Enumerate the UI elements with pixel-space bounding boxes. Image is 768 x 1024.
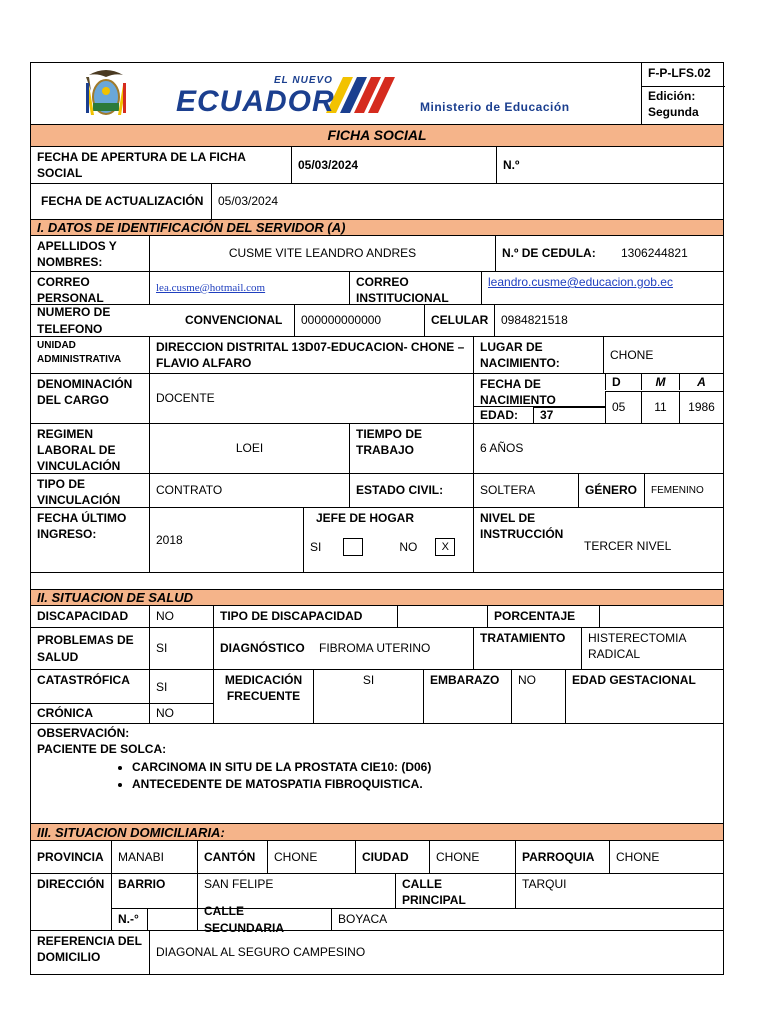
celular-label: CELULAR — [424, 305, 494, 336]
unidad-row — [30, 337, 724, 374]
edad-gestacional-label: EDAD GESTACIONAL — [565, 670, 723, 724]
genero-value: FEMENINO — [644, 474, 723, 507]
cronica-row — [30, 704, 724, 724]
ficha-social-form — [30, 62, 724, 975]
lugar-nacimiento-label: LUGAR DE NACIMIENTO: — [473, 337, 603, 373]
cedula-value: 1306244821 — [621, 246, 688, 261]
provincia-value: MANABI — [111, 841, 197, 873]
catastrofica-label: CATASTRÓFICA — [37, 673, 130, 687]
medicacion-label: MEDICACIÓN FRECUENTE — [213, 670, 313, 724]
telefono-label: NUMERO DE TELEFONO — [37, 305, 111, 336]
cronica-label: CRÓNICA — [37, 706, 93, 721]
tiempo-label: TIEMPO DE TRABAJO — [349, 424, 473, 473]
referencia-value: DIAGONAL AL SEGURO CAMPESINO — [149, 931, 723, 974]
nivel-label: NIVEL DE INSTRUCCIÓN — [473, 508, 578, 572]
catastrofica-row — [30, 670, 724, 704]
problemas-value: SI — [149, 628, 213, 669]
correo-personal-label: CORREO PERSONAL — [37, 275, 104, 306]
tratamiento-value: HISTERECTOMIA RADICAL — [581, 628, 723, 669]
doc-code-box — [641, 63, 725, 124]
header-logo-area — [31, 63, 641, 124]
title-row — [30, 125, 724, 147]
porcentaje-value — [599, 606, 723, 627]
barrio-row — [30, 874, 724, 909]
nivel-value: TERCER NIVEL — [584, 538, 672, 553]
problemas-row — [30, 628, 724, 670]
barrio-label: BARRIO — [111, 874, 197, 908]
cargo-row — [30, 374, 724, 424]
form-title: FICHA SOCIAL — [31, 125, 723, 146]
provincia-row — [30, 841, 724, 874]
diagnostico-value: FIBROMA UTERINO — [319, 641, 431, 656]
jefe-hogar-cell — [303, 508, 473, 572]
nombres-label: APELLIDOS Y NOMBRES: — [37, 239, 117, 270]
parroquia-label: PARROQUIA — [515, 841, 609, 873]
regimen-label: REGIMEN LABORAL DE VINCULACIÓN — [37, 427, 121, 474]
calle-secundaria-value: BOYACA — [331, 909, 723, 930]
header-row — [30, 62, 724, 125]
direccion-label: DIRECCIÓN — [37, 877, 105, 891]
telefono-row — [30, 305, 724, 337]
medicacion-value: SI — [313, 670, 423, 724]
brand-nuevo-text: EL NUEVO — [274, 75, 333, 86]
cargo-label: DENOMINACIÓN DEL CARGO — [37, 377, 133, 408]
referencia-label: REFERENCIA DEL DOMICILIO — [37, 934, 142, 965]
tipo-discapacidad-label: TIPO DE DISCAPACIDAD — [213, 606, 397, 627]
brand-ecuador-text: ECUADOR — [176, 85, 335, 118]
section-1-header — [30, 220, 724, 236]
apertura-row — [30, 147, 724, 184]
cedula-label: N.º DE CEDULA: — [495, 236, 615, 271]
tiempo-value: 6 AÑOS — [473, 424, 723, 473]
calle-secundaria-row — [30, 904, 724, 935]
apertura-number-label: N.º — [496, 147, 723, 183]
ciudad-value: CHONE — [429, 841, 515, 873]
problemas-label: PROBLEMAS DE SALUD — [37, 633, 134, 664]
actualizacion-value: 05/03/2024 — [211, 184, 723, 219]
section-2-header — [30, 590, 724, 606]
regimen-row — [30, 424, 724, 474]
catastrofica-value: SI — [149, 670, 213, 704]
nombres-row — [30, 236, 724, 272]
jefe-no-checkbox[interactable]: X — [435, 538, 455, 556]
convencional-label: CONVENCIONAL — [185, 313, 283, 328]
section-3-header — [30, 824, 724, 841]
ecuador-coat-of-arms-icon — [31, 63, 641, 125]
ciudad-label: CIUDAD — [355, 841, 429, 873]
actualizacion-label: FECHA DE ACTUALIZACIÓN — [41, 194, 204, 209]
nombres-value: CUSME VITE LEANDRO ANDRES — [149, 236, 495, 271]
correo-personal-value[interactable]: lea.cusme@hotmail.com — [149, 272, 349, 304]
tipo-vinculacion-label: TIPO DE VINCULACIÓN — [37, 477, 121, 508]
cargo-value: DOCENTE — [149, 374, 473, 423]
edad-label: EDAD: — [473, 407, 533, 423]
dia-value: 05 — [605, 391, 641, 423]
edition-value: Segunda — [648, 104, 699, 119]
apertura-label: FECHA DE APERTURA DE LA FICHA SOCIAL — [37, 149, 246, 180]
observacion-row — [30, 724, 724, 824]
jefe-si-label: SI — [310, 540, 322, 555]
correo-institucional-value[interactable]: leandro.cusme@educacion.gob.ec — [481, 272, 723, 304]
numero-value — [147, 909, 197, 930]
observacion-item: • ANTECEDENTE DE MATOSPATIA FIBROQUISTICA. — [132, 776, 717, 792]
discapacidad-label: DISCAPACIDAD — [37, 609, 129, 624]
jefe-no-label: NO — [399, 540, 418, 555]
barrio-value: SAN FELIPE — [197, 874, 395, 908]
tipo-row — [30, 474, 724, 508]
calle-secundaria-label: CALLE SECUNDARIA — [197, 909, 331, 930]
unidad-value: DIRECCION DISTRITAL 13D07-EDUCACION- CHONE – FLAVIO ALFARO — [149, 337, 473, 373]
discapacidad-value: NO — [149, 606, 213, 627]
actualizacion-row — [30, 184, 724, 220]
correo-row — [30, 272, 724, 305]
discapacidad-row — [30, 606, 724, 628]
referencia-row — [30, 931, 724, 975]
anio-value: 1986 — [679, 391, 723, 423]
calle-principal-label: CALLE PRINCIPAL — [395, 874, 515, 908]
ingreso-value: 2018 — [149, 508, 303, 572]
correo-institucional-label: CORREO INSTITUCIONAL — [349, 272, 481, 304]
dia-label: D — [605, 374, 641, 390]
tratamiento-label: TRATAMIENTO — [473, 628, 581, 669]
observacion-label: OBSERVACIÓN: — [37, 726, 130, 740]
convencional-value: 000000000000 — [294, 305, 424, 336]
canton-label: CANTÓN — [197, 841, 267, 873]
spacer-row — [30, 573, 724, 590]
calle-principal-value: TARQUI — [515, 874, 723, 908]
lugar-nacimiento-value: CHONE — [603, 337, 723, 373]
mes-value: 11 — [641, 391, 679, 423]
ingreso-row — [30, 508, 724, 573]
regimen-value: LOEI — [149, 424, 349, 473]
unidad-label: UNIDAD ADMINISTRATIVA — [37, 340, 122, 365]
estado-civil-label: ESTADO CIVIL: — [349, 474, 473, 507]
diagnostico-label: DIAGNÓSTICO — [213, 628, 313, 669]
jefe-hogar-label: JEFE DE HOGAR — [316, 511, 415, 525]
celular-value: 0984821518 — [494, 305, 723, 336]
numero-label: N.-° — [111, 909, 147, 930]
apertura-value: 05/03/2024 — [291, 147, 496, 183]
embarazo-value: NO — [511, 670, 565, 724]
embarazo-label: EMBARAZO — [423, 670, 511, 724]
anio-label: A — [679, 374, 723, 390]
estado-civil-value: SOLTERA — [473, 474, 578, 507]
provincia-label: PROVINCIA — [37, 849, 104, 864]
jefe-si-checkbox[interactable] — [343, 538, 363, 556]
fecha-nacimiento-label: FECHA DE NACIMIENTO — [473, 374, 605, 406]
parroquia-value: CHONE — [609, 841, 723, 873]
cronica-value: NO — [149, 704, 213, 723]
edition-label: Edición: — [648, 89, 696, 103]
tipo-discapacidad-value — [397, 606, 487, 627]
observacion-list — [37, 759, 717, 791]
ministry-name: Ministerio de Educación — [420, 100, 570, 114]
doc-code: F-P-LFS.02 — [642, 63, 725, 87]
ingreso-label: FECHA ÚLTIMO INGRESO: — [37, 511, 127, 542]
paciente-label: PACIENTE DE SOLCA: — [37, 742, 167, 757]
genero-label: GÉNERO — [578, 474, 644, 507]
porcentaje-label: PORCENTAJE — [487, 606, 599, 627]
section-1-title: I. DATOS DE IDENTIFICACIÓN DEL SERVIDOR (A) — [31, 220, 723, 235]
section-2-title: II. SITUACION DE SALUD — [31, 590, 723, 605]
edad-value: 37 — [533, 407, 605, 423]
observacion-item: • CARCINOMA IN SITU DE LA PROSTATA CIE10: (D06) — [132, 759, 717, 775]
canton-value: CHONE — [267, 841, 355, 873]
section-3-title: III. SITUACION DOMICILIARIA: — [31, 824, 723, 840]
mes-label: M — [641, 374, 679, 390]
tipo-vinculacion-value: CONTRATO — [149, 474, 349, 507]
